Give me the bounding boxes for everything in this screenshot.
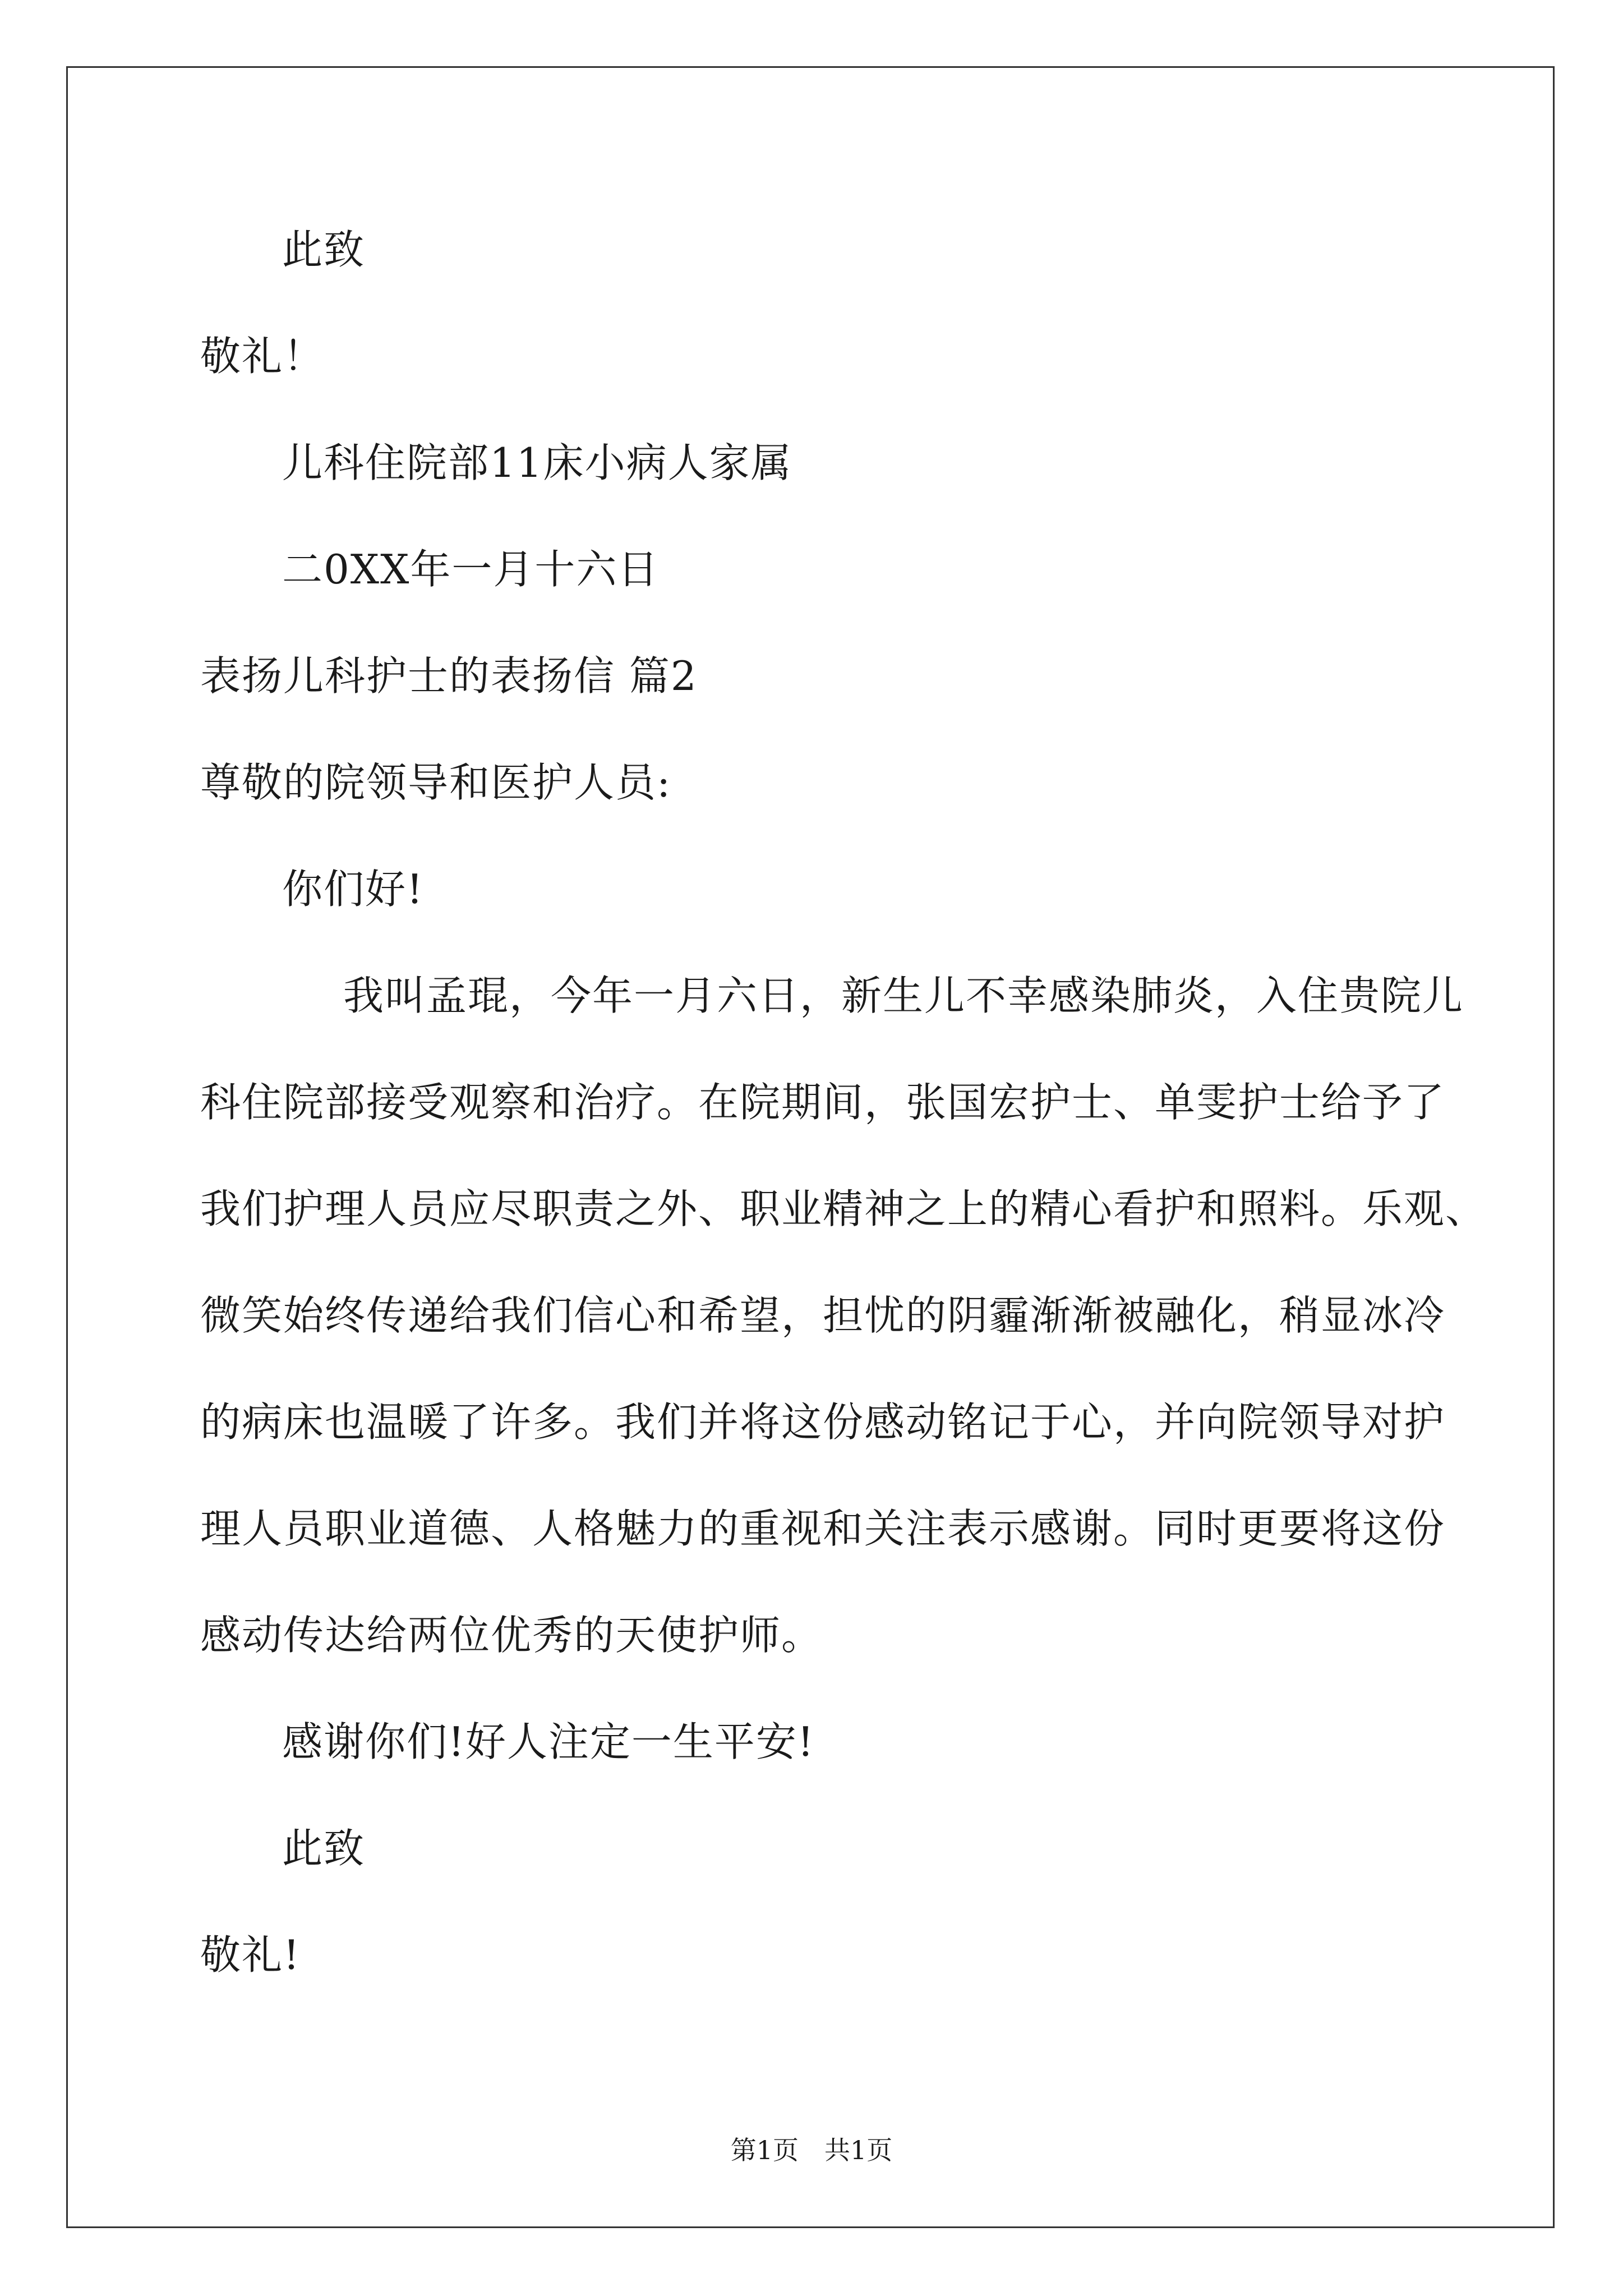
page-footer: 第1页 共1页 [730,2135,893,2165]
page-border [66,66,1555,2228]
signature-sender: 儿科住院部11床小病人家属 [282,439,792,486]
closing-salutation: 此致 [282,226,366,273]
body-line-last: 感动传达给两位优秀的天使护师。 [200,1612,823,1659]
closing-regards: 敬礼！ [200,333,325,380]
body-line: 我们护理人员应尽职责之外、职业精神之上的精心看护和照料。乐观、 [200,1185,1487,1232]
section-title: 表扬儿科护士的表扬信 篇2 [200,652,698,700]
body-line: 科住院部接受观察和治疗。在院期间，张国宏护士、单雯护士给予了 [200,1079,1446,1126]
body-line: 我叫孟琨，今年一月六日，新生儿不幸感染肺炎，入住贵院儿 [343,972,1464,1019]
letter-hello: 你们好! [282,866,424,913]
body-line: 理人员职业道德、人格魅力的重视和关注表示感谢。同时更要将这份 [200,1505,1446,1552]
letter-greeting: 尊敬的院领导和医护人员: [200,759,672,806]
thanks-line: 感谢你们!好人注定一生平安! [282,1718,815,1765]
body-line: 微笑始终传递给我们信心和希望，担忧的阴霾渐渐被融化，稍显冰冷 [200,1292,1446,1339]
body-line: 的病床也温暖了许多。我们并将这份感动铭记于心，并向院领导对护 [200,1398,1446,1446]
closing-salutation-2: 此致 [282,1825,366,1872]
closing-regards-2: 敬礼! [200,1931,301,1978]
signature-date: 二0XX年一月十六日 [282,546,660,593]
